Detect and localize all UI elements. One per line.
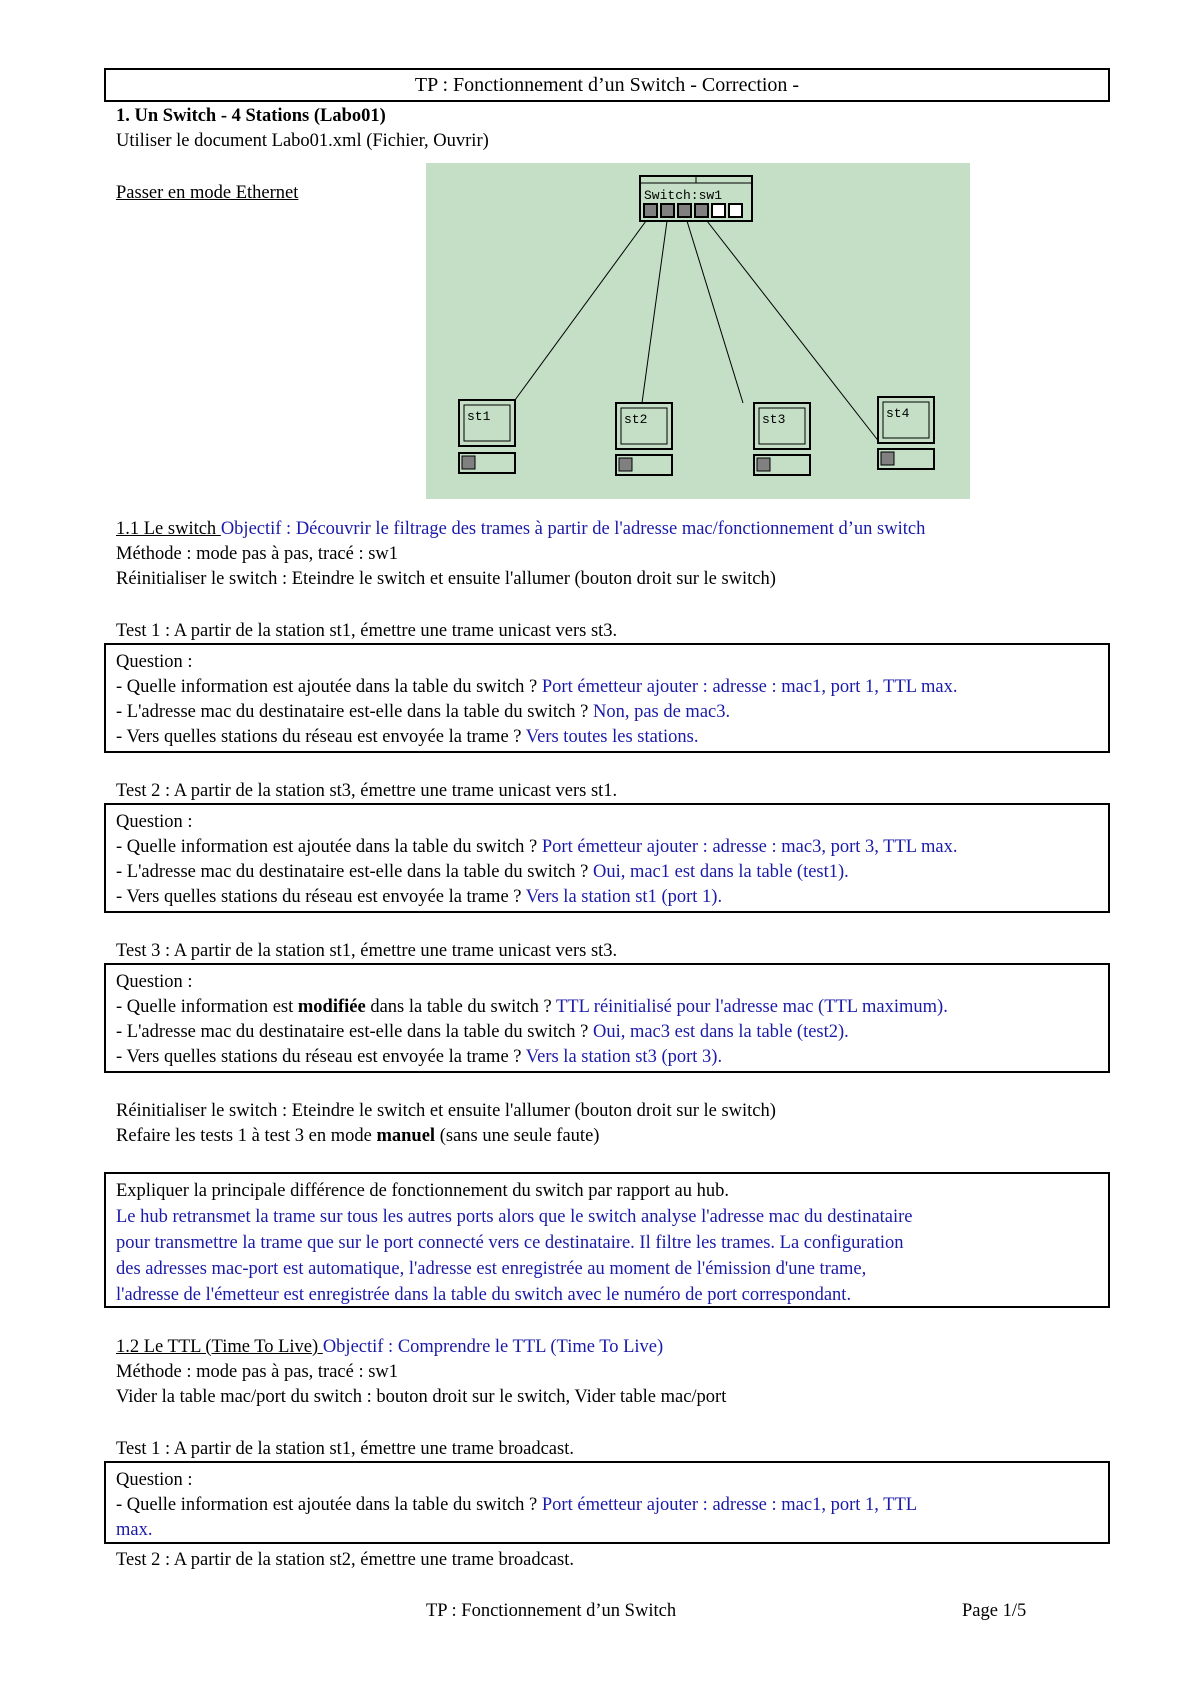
ttl-test-1-label: Test 1 : A partir de la station st1, émettre une trame broadcast. — [116, 1439, 574, 1459]
footer-title: TP : Fonctionnement d’un Switch — [426, 1601, 677, 1621]
network-diagram-svg — [426, 163, 970, 499]
use-document-text: Utiliser le document Labo01.xml (Fichier, Ouvrir) — [116, 131, 489, 151]
question-line-2 — [116, 1021, 849, 1043]
answer-text: Vers la station st1 (port 1). — [525, 887, 723, 907]
switch-port-2 — [661, 204, 674, 217]
question-text: - L'adresse mac du destinataire est-elle dans la table du switch ? — [116, 862, 593, 882]
section-1-2-heading: 1.2 Le TTL (Time To Live) — [116, 1337, 323, 1357]
answer-text: Vers la station st3 (port 3). — [525, 1047, 723, 1067]
redo-bold-text: manuel — [376, 1126, 436, 1146]
station-st4[interactable] — [878, 397, 934, 469]
question-text: - Vers quelles stations du réseau est envoyée la trame ? — [116, 1047, 526, 1067]
network-diagram — [426, 163, 970, 499]
section-1-1-objective: Objectif : Découvrir le filtrage des trames à partir de l'adresse mac/fonctionnement d’un switch — [220, 519, 926, 539]
question-text: - Quelle information est ajoutée dans la table du switch ? — [116, 677, 542, 697]
link-st2 — [642, 221, 667, 403]
link-st1 — [515, 221, 646, 400]
reset-again-text: Réinitialiser le switch : Eteindre le switch et ensuite l'allumer (bouton droit sur le switch) — [116, 1101, 776, 1121]
question-text: - L'adresse mac du destinataire est-elle dans la table du switch ? — [116, 1022, 593, 1042]
switch-sw1[interactable] — [640, 176, 752, 221]
explanation-question: Expliquer la principale différence de fonctionnement du switch par rapport au hub. — [116, 1181, 730, 1201]
section-1-1-reset: Réinitialiser le switch : Eteindre le switch et ensuite l'allumer (bouton droit sur le switch) — [116, 569, 776, 589]
redo-text: (sans une seule faute) — [435, 1126, 600, 1146]
section-1-1-heading: 1.1 Le switch — [116, 519, 221, 539]
switch-port-1 — [644, 204, 657, 217]
question-line-1 — [116, 1494, 917, 1516]
ethernet-mode-text: Passer en mode Ethernet — [116, 183, 299, 203]
switch-port-3 — [678, 204, 691, 217]
question-line-3 — [116, 886, 722, 908]
test-2-question-box — [104, 803, 1110, 913]
answer-continuation: max. — [116, 1520, 153, 1540]
section-1-2-line — [116, 1336, 663, 1358]
switch-label: Switch:sw1 — [644, 188, 723, 203]
test-2-label: Test 2 : A partir de la station st3, émettre une trame unicast vers st1. — [116, 781, 618, 801]
test-3-label: Test 3 : A partir de la station st1, émettre une trame unicast vers st3. — [116, 941, 618, 961]
test-1-label: Test 1 : A partir de la station st1, émettre une trame unicast vers st3. — [116, 621, 618, 641]
redo-text: Refaire les tests 1 à test 3 en mode — [116, 1126, 377, 1146]
question-text: - Vers quelles stations du réseau est envoyée la trame ? — [116, 887, 526, 907]
explanation-box — [104, 1172, 1110, 1308]
answer-text: Port émetteur ajouter : adresse : mac1, port 1, TTL — [541, 1495, 918, 1515]
answer-text: Port émetteur ajouter : adresse : mac1, port 1, TTL max. — [541, 677, 958, 697]
station-label: st4 — [886, 406, 910, 421]
question-line-1 — [116, 676, 958, 698]
footer-page-number: Page 1/5 — [962, 1601, 1027, 1621]
station-label: st2 — [624, 412, 648, 427]
question-bold-text: modifiée — [297, 997, 366, 1017]
explanation-answer-line: Le hub retransmet la trame sur tous les autres ports alors que le switch analyse l'adresse mac du destinataire — [116, 1207, 913, 1227]
question-label: Question : — [116, 812, 193, 832]
question-line-3 — [116, 726, 698, 748]
answer-text: Vers toutes les stations. — [525, 727, 699, 747]
section-1-2-objective: Objectif : Comprendre le TTL (Time To Live) — [322, 1337, 664, 1357]
station-label: st1 — [467, 409, 491, 424]
question-line-1 — [116, 836, 958, 858]
question-line-1 — [116, 996, 948, 1018]
station-st3[interactable] — [754, 403, 810, 475]
station-label: st3 — [762, 412, 786, 427]
page-title: TP : Fonctionnement d’un Switch - Correction - — [414, 74, 800, 96]
section-1-heading: 1. Un Switch - 4 Stations (Labo01) — [116, 106, 386, 126]
ttl-test-1-question-box — [104, 1461, 1110, 1544]
answer-text: Oui, mac1 est dans la table (test1). — [592, 862, 849, 882]
switch-port-6 — [729, 204, 742, 217]
question-text: - Quelle information est — [116, 997, 298, 1017]
section-1-2-clear: Vider la table mac/port du switch : bouton droit sur le switch, Vider table mac/port — [116, 1387, 727, 1407]
answer-text: Oui, mac3 est dans la table (test2). — [592, 1022, 849, 1042]
section-1-1-method: Méthode : mode pas à pas, tracé : sw1 — [116, 544, 399, 564]
question-text: - Quelle information est ajoutée dans la table du switch ? — [116, 837, 542, 857]
switch-port-4 — [695, 204, 708, 217]
page-title-box — [104, 68, 1110, 102]
test-3-question-box — [104, 963, 1110, 1073]
question-text: - L'adresse mac du destinataire est-elle dans la table du switch ? — [116, 702, 593, 722]
question-line-2 — [116, 861, 849, 883]
question-text: - Vers quelles stations du réseau est envoyée la trame ? — [116, 727, 526, 747]
test-1-question-box — [104, 643, 1110, 753]
answer-text: Non, pas de mac3. — [592, 702, 731, 722]
question-line-2 — [116, 701, 730, 723]
explanation-answer-line: pour transmettre la trame que sur le port connecté vers ce destinataire. Il filtre les trames. La configuration — [116, 1233, 904, 1253]
explanation-answer-line: l'adresse de l'émetteur est enregistrée dans la table du switch avec le numéro de port correspondant. — [116, 1285, 852, 1305]
explanation-answer-line: des adresses mac-port est automatique, l'adresse est enregistrée au moment de l'émission d'une trame, — [116, 1259, 867, 1279]
question-line-3 — [116, 1046, 722, 1068]
ttl-test-2-label: Test 2 : A partir de la station st2, émettre une trame broadcast. — [116, 1550, 574, 1570]
link-st3 — [687, 221, 743, 403]
question-text: - Quelle information est ajoutée dans la table du switch ? — [116, 1495, 542, 1515]
question-label: Question : — [116, 1470, 193, 1490]
question-label: Question : — [116, 652, 193, 672]
switch-port-5 — [712, 204, 725, 217]
station-st2[interactable] — [616, 403, 672, 475]
redo-tests-line — [116, 1125, 599, 1147]
question-text: dans la table du switch ? — [365, 997, 556, 1017]
station-st1[interactable] — [459, 400, 515, 473]
question-label: Question : — [116, 972, 193, 992]
section-1-1-line — [116, 518, 925, 540]
answer-text: TTL réinitialisé pour l'adresse mac (TTL maximum). — [555, 997, 948, 1017]
answer-text: Port émetteur ajouter : adresse : mac3, port 3, TTL max. — [541, 837, 958, 857]
section-1-2-method: Méthode : mode pas à pas, tracé : sw1 — [116, 1362, 399, 1382]
